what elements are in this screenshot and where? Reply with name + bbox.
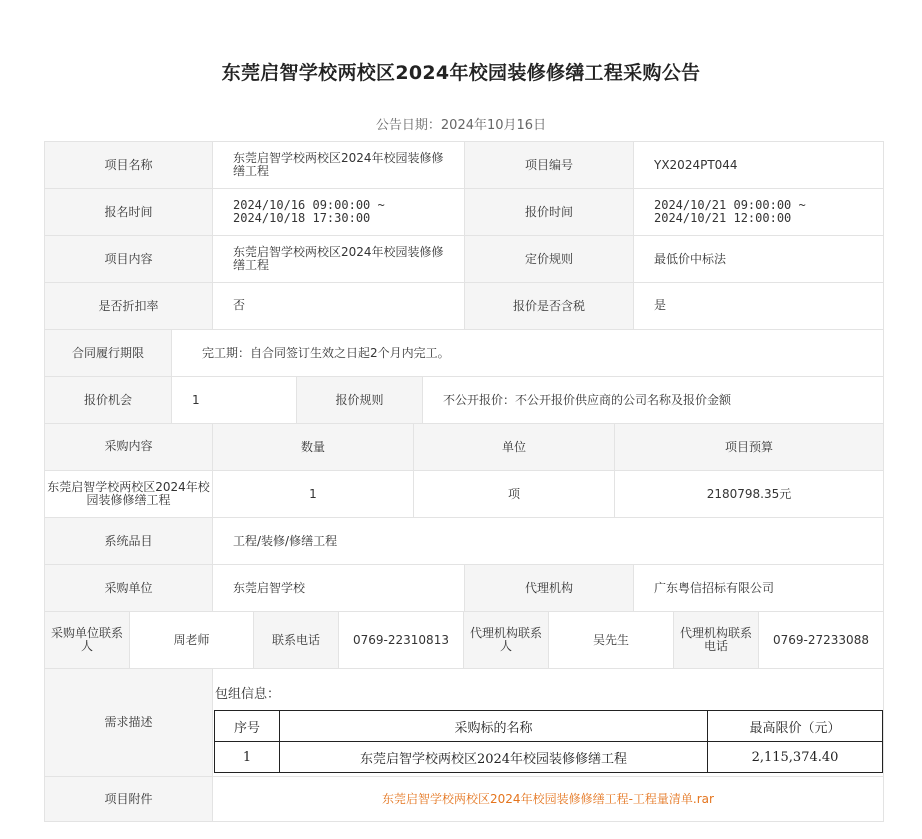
agency-phone-label: 代理机构联系电话 [673, 611, 759, 669]
contract-period-value: 完工期：自合同签订生效之日起2个月内完工。 [171, 329, 884, 377]
purchase-item-name: 东莞启智学校两校区2024年校园装修修缮工程 [44, 470, 213, 518]
discount-value: 否 [212, 282, 465, 330]
signup-time-label: 报名时间 [44, 188, 213, 236]
package-row-max-price: 2,115,374.40 [708, 742, 883, 773]
agency-label: 代理机构 [464, 564, 634, 612]
quote-chance-label: 报价机会 [44, 376, 172, 424]
agency-value: 广东粤信招标有限公司 [633, 564, 884, 612]
purchase-item-budget: 2180798.35元 [614, 470, 884, 518]
buyer-contact-value: 周老师 [129, 611, 254, 669]
package-header-name: 采购标的名称 [280, 711, 708, 742]
agency-contact-label: 代理机构联系人 [463, 611, 549, 669]
quote-start: 2024/10/21 09:00:00 ~ [654, 198, 806, 212]
quote-time-value [633, 188, 884, 236]
package-row-index: 1 [215, 742, 280, 773]
tax-value: 是 [633, 282, 884, 330]
quote-rule-value: 不公开报价：不公开报价供应商的公司名称及报价金额 [422, 376, 884, 424]
contract-period-label: 合同履行期限 [44, 329, 172, 377]
phone-label: 联系电话 [253, 611, 339, 669]
content-label: 项目内容 [44, 235, 213, 283]
pricing-rule-value: 最低价中标法 [633, 235, 884, 283]
purchase-header-content: 采购内容 [44, 423, 213, 471]
category-value: 工程/装修/修缮工程 [212, 517, 884, 565]
purchase-item-quantity: 1 [212, 470, 414, 518]
package-row-name: 东莞启智学校两校区2024年校园装修修缮工程 [280, 742, 708, 773]
phone-value: 0769-22310813 [338, 611, 464, 669]
purchase-item-unit: 项 [413, 470, 615, 518]
signup-time-value [212, 188, 465, 236]
publish-date: 公告日期：2024年10月16日 [375, 118, 547, 133]
package-header-row [215, 711, 883, 742]
quote-chance-value: 1 [171, 376, 297, 424]
project-no-value: YX2024PT044 [633, 141, 884, 189]
package-header-index: 序号 [215, 711, 280, 742]
package-table [214, 710, 883, 773]
project-name-label: 项目名称 [44, 141, 213, 189]
table-row [215, 742, 883, 773]
purchase-header-unit: 单位 [413, 423, 615, 471]
category-label: 系统品目 [44, 517, 213, 565]
purchase-header-budget: 项目预算 [614, 423, 884, 471]
discount-label: 是否折扣率 [44, 282, 213, 330]
signup-start: 2024/10/16 09:00:00 ~ [233, 198, 385, 212]
agency-phone-value: 0769-27233088 [758, 611, 884, 669]
pricing-rule-label: 定价规则 [464, 235, 634, 283]
quote-end: 2024/10/21 12:00:00 [654, 211, 792, 225]
demand-label: 需求描述 [44, 668, 213, 777]
page-title: 东莞启智学校两校区2024年校园装修修缮工程采购公告 [221, 62, 701, 84]
agency-contact-value: 吴先生 [548, 611, 674, 669]
quote-rule-label: 报价规则 [296, 376, 423, 424]
package-header-max-price: 最高限价（元） [708, 711, 883, 742]
project-name-value: 东莞启智学校两校区2024年校园装修修缮工程 [212, 141, 465, 189]
tax-label: 报价是否含税 [464, 282, 634, 330]
project-no-label: 项目编号 [464, 141, 634, 189]
content-value: 东莞启智学校两校区2024年校园装修修缮工程 [212, 235, 465, 283]
buyer-label: 采购单位 [44, 564, 213, 612]
buyer-contact-label: 采购单位联系人 [44, 611, 130, 669]
package-info-label: 包组信息： [215, 687, 281, 702]
attachment-cell [212, 776, 884, 822]
buyer-value: 东莞启智学校 [212, 564, 465, 612]
attachment-link[interactable]: 东莞启智学校两校区2024年校园装修修缮工程-工程量清单.rar [382, 791, 714, 806]
quote-time-label: 报价时间 [464, 188, 634, 236]
purchase-header-quantity: 数量 [212, 423, 414, 471]
attachment-label: 项目附件 [44, 776, 213, 822]
signup-end: 2024/10/18 17:30:00 [233, 211, 371, 225]
